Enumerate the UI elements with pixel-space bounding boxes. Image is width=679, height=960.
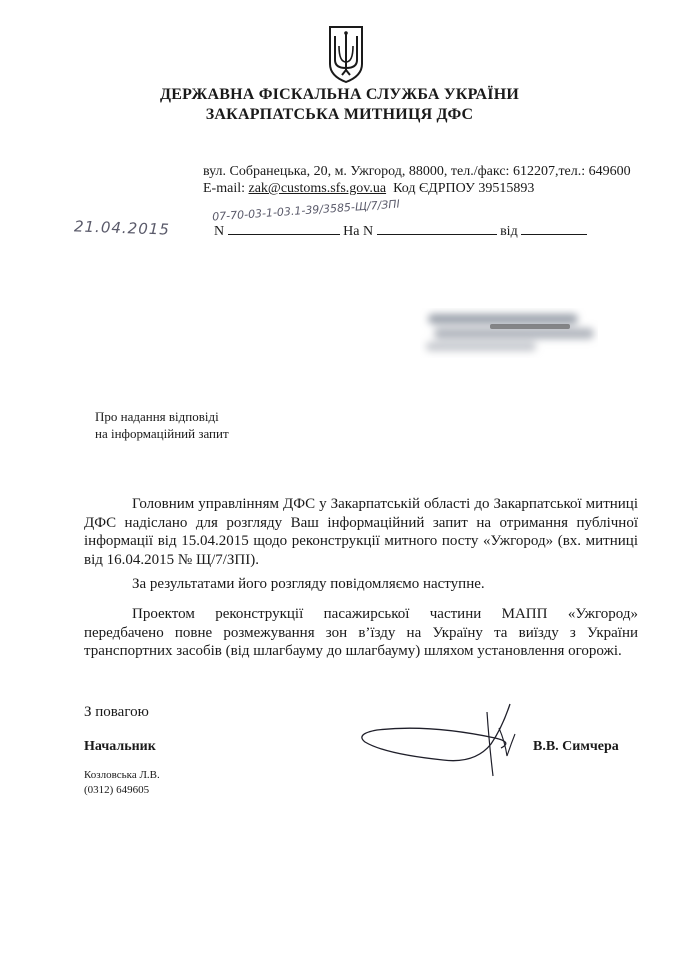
- contact-line: [203, 181, 534, 197]
- handwritten-outgoing-number: 07-70-03-1-03.1-39/3585-Щ/7/ЗПІ: [211, 197, 401, 224]
- trident-emblem-icon: [327, 24, 365, 84]
- address-line: вул. Собранецька, 20, м. Ужгород, 88000, тел./факс: 612207,тел.: 649600: [203, 164, 631, 179]
- signer-position: Начальник: [84, 739, 156, 754]
- number-label: N: [214, 224, 225, 239]
- reply-number-label: На N: [343, 224, 374, 239]
- registration-line: [214, 222, 587, 240]
- subject-line2: на інформаційний запит: [95, 426, 229, 441]
- from-label: від: [500, 224, 518, 239]
- body-paragraph-1: Головним управлінням ДФС у Закарпатській області до Закарпатської митниці ДФС надіслано для розгляду Ваш інформаційний запит на отримання публічної інформації від 15.04.2015 щодо реконструкції митного посту «Ужгород» (вх. митниці від 16.04.2015 № Щ/7/ЗПІ).: [84, 496, 638, 568]
- edrpou-code: Код ЄДРПОУ 39515893: [393, 181, 535, 196]
- body-paragraph-3: Проектом реконструкції пасажирської частини МАПП «Ужгород» передбачено повне розмежування зон в’їзду на Україну та виїзду з України транспортних засобів (від шлагбауму до шлагбауму) шляхом установлення огорожі.: [84, 606, 638, 659]
- email-label: E-mail:: [203, 181, 249, 196]
- closing-regards: З повагою: [84, 704, 149, 720]
- handwritten-date: 21.04.2015: [73, 217, 171, 239]
- subject-line1: Про надання відповіді: [95, 409, 219, 424]
- signer-name: В.В. Симчера: [533, 739, 619, 754]
- body-paragraph-2: За результатами його розгляду повідомляємо наступне.: [132, 576, 485, 592]
- executor-phone: (0312) 649605: [84, 784, 150, 796]
- executor-name: Козловська Л.В.: [84, 769, 160, 781]
- redacted-addressee-blur: [420, 308, 598, 358]
- email-link[interactable]: zak@customs.sfs.gov.ua: [248, 181, 387, 196]
- handwritten-signature: [355, 698, 527, 782]
- reply-number-blank-line: [377, 222, 497, 235]
- from-blank-line: [521, 222, 587, 235]
- org-name-line1: ДЕРЖАВНА ФІСКАЛЬНА СЛУЖБА УКРАЇНИ: [159, 86, 520, 103]
- org-name-line2: ЗАКАРПАТСЬКА МИТНИЦЯ ДФС: [205, 106, 474, 123]
- number-blank-line: [228, 222, 340, 235]
